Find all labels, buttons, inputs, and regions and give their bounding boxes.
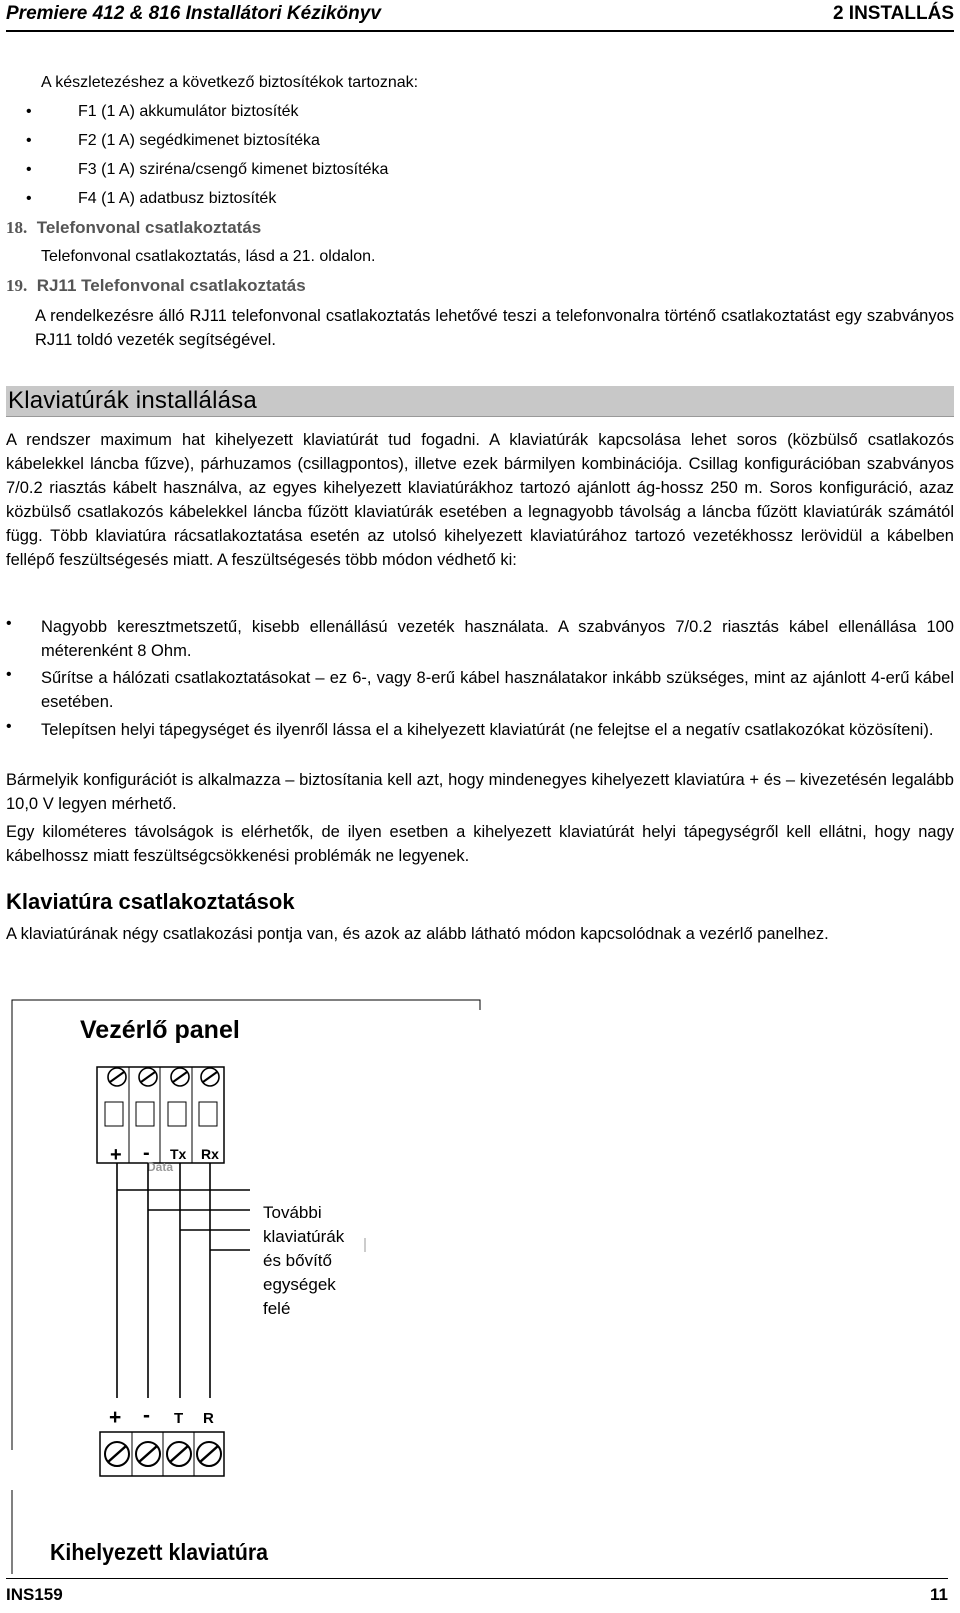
screw-icon [197, 1442, 221, 1466]
keypad-install-heading: Klaviatúrák installálása [8, 387, 257, 414]
fuse-item: F1 (1 A) akkumulátor biztosíték [78, 103, 299, 120]
section-19-text: A rendelkezésre álló RJ11 telefonvonal csatlakoztatás lehetővé teszi a telefonvonalra történő csatlakoztatást egy szabványos RJ11 toldó vezeték segítségével. [35, 307, 954, 349]
wires [117, 1163, 250, 1398]
page-footer [6, 1578, 948, 1604]
fuses-intro: A készletezéshez a következő biztosítékok tartoznak: [41, 74, 419, 91]
screw-icon [108, 1068, 126, 1086]
distance-paragraph: Egy kilométeres távolságok is elérhetők, de ilyen esetben a kihelyezett klaviatúrát helyi tápegységről kell ellátni, hogy nagy kábelhossz miatt feszültségcsökkenési problémák ne legyenek. [6, 823, 954, 865]
page-number: 11 [930, 1585, 948, 1604]
screw-icon [136, 1442, 160, 1466]
section-18-text: Telefonvonal csatlakoztatás, lásd a 21. oldalon. [41, 248, 376, 265]
bullet-icon: • [26, 161, 32, 178]
voltage-drop-tip: Telepítsen helyi tápegységet és ilyenről lássa el a kihelyezett klaviatúrát (ne felejtse el a negatív csatlakozókat közösíteni). [41, 721, 934, 739]
screw-icon [139, 1068, 157, 1086]
screw-icon [105, 1442, 129, 1466]
bullet-icon: • [6, 666, 12, 683]
keypad-connections-heading: Klaviatúra csatlakoztatások [6, 889, 295, 914]
voltage-drop-tip: Sűrítse a hálózati csatlakoztatásokat – ez 6-, vagy 8-erű kábel használatakor inkább szükséges, mint az ajánlott 4-erű kábel esetében. [41, 669, 954, 711]
screw-icon [171, 1068, 189, 1086]
page-header [6, 0, 954, 32]
bullet-icon: • [26, 132, 32, 149]
section-number: 19. [6, 276, 28, 295]
bullet-icon: • [6, 615, 12, 632]
terminal-label: + [109, 1406, 122, 1429]
terminal-label: - [143, 1142, 150, 1164]
document-code: INS159 [6, 1585, 63, 1604]
config-paragraph: Bármelyik konfigurációt is alkalmazza – biztosítania kell azt, hogy mindenegyes kihelyezett klaviatúra + és – kivezetésén legalább 10,0 V legyen mérhető. [6, 771, 954, 813]
chapter-title: 2 INSTALLÁS [832, 3, 954, 24]
keypad-install-paragraph: A rendszer maximum hat kihelyezett klaviatúrát tud fogadni. A klaviatúrák kapcsolása lehet soros (közbülső csatlakozós kábelekkel láncba fűzve), párhuzamos (csillagpontos), illetve ezek bármilyen kombinációja. Csillag konfigurációban szabványos 7/0.2 riasztás kábelt használva, az egyes kihelyezett klaviatúrákhoz tartozó ajánlott ág-hossz 250 m. Soros konfiguráció, azaz közbülső csatlakozós kábelekkel láncba fűzött klaviatúrák esetében a legnagyobb távolság a láncba fűzött klaviatúrák számától függ. Több klaviatúra rácsatlakoztatása esetén az utolsó kihelyezett klaviatúrához tartozó vezetékhossz lerövidül a kábelben fellépő feszültségesés miatt. A feszültségesés több módon védhető ki: [6, 431, 954, 569]
expansion-note-line: egységek [263, 1275, 336, 1294]
manual-title: Premiere 412 & 816 Installátori Kézikönyv [6, 3, 381, 24]
expansion-note-line: klaviatúrák [263, 1227, 345, 1246]
terminal-label: - [143, 1404, 150, 1427]
bullet-icon: • [26, 190, 32, 207]
section-title: Telefonvonal csatlakoztatás [36, 218, 262, 237]
terminal-label: T [174, 1410, 184, 1427]
expansion-note-line: További [263, 1203, 322, 1222]
screw-icon [201, 1068, 219, 1086]
fuse-item: F4 (1 A) adatbusz biztosíték [78, 190, 277, 207]
section-title: RJ11 Telefonvonal csatlakoztatás [36, 276, 306, 295]
bullet-icon: • [6, 718, 12, 735]
terminal-label: Tx [170, 1146, 187, 1162]
panel-outline [12, 1000, 480, 1010]
section-18-heading [6, 216, 261, 240]
terminal-label: + [110, 1144, 122, 1166]
expansion-note-line: és bővítő [263, 1251, 332, 1270]
keypad-terminal-block [100, 1432, 224, 1476]
keypad-connections-text: A klaviatúrának négy csatlakozási pontja van, és azok az alább látható módon kapcsolódnak a vezérlő panelhez. [6, 925, 829, 943]
terminal-label: Rx [201, 1146, 219, 1162]
fuse-item: F2 (1 A) segédkimenet biztosítéka [78, 132, 320, 149]
panel-label: Vezérlő panel [80, 1016, 240, 1044]
terminal-label: R [203, 1410, 214, 1427]
expansion-note-line: felé [263, 1299, 291, 1318]
section-19-heading [6, 274, 306, 298]
keypad-label: Kihelyezett klaviatúra [50, 1539, 269, 1565]
section-number: 18. [6, 218, 28, 237]
data-label: Data [147, 1160, 174, 1174]
bullet-icon: • [26, 103, 32, 120]
section-heading-bar [6, 386, 954, 417]
voltage-drop-tip: Nagyobb keresztmetszetű, kisebb ellenállású vezeték használata. A szabványos 7/0.2 riasztás kábel ellenállása 100 méterenként 8 Ohm. [41, 618, 954, 660]
wiring-diagram [0, 980, 960, 1576]
screw-icon [167, 1442, 191, 1466]
fuse-item: F3 (1 A) sziréna/csengő kimenet biztosítéka [78, 161, 389, 178]
